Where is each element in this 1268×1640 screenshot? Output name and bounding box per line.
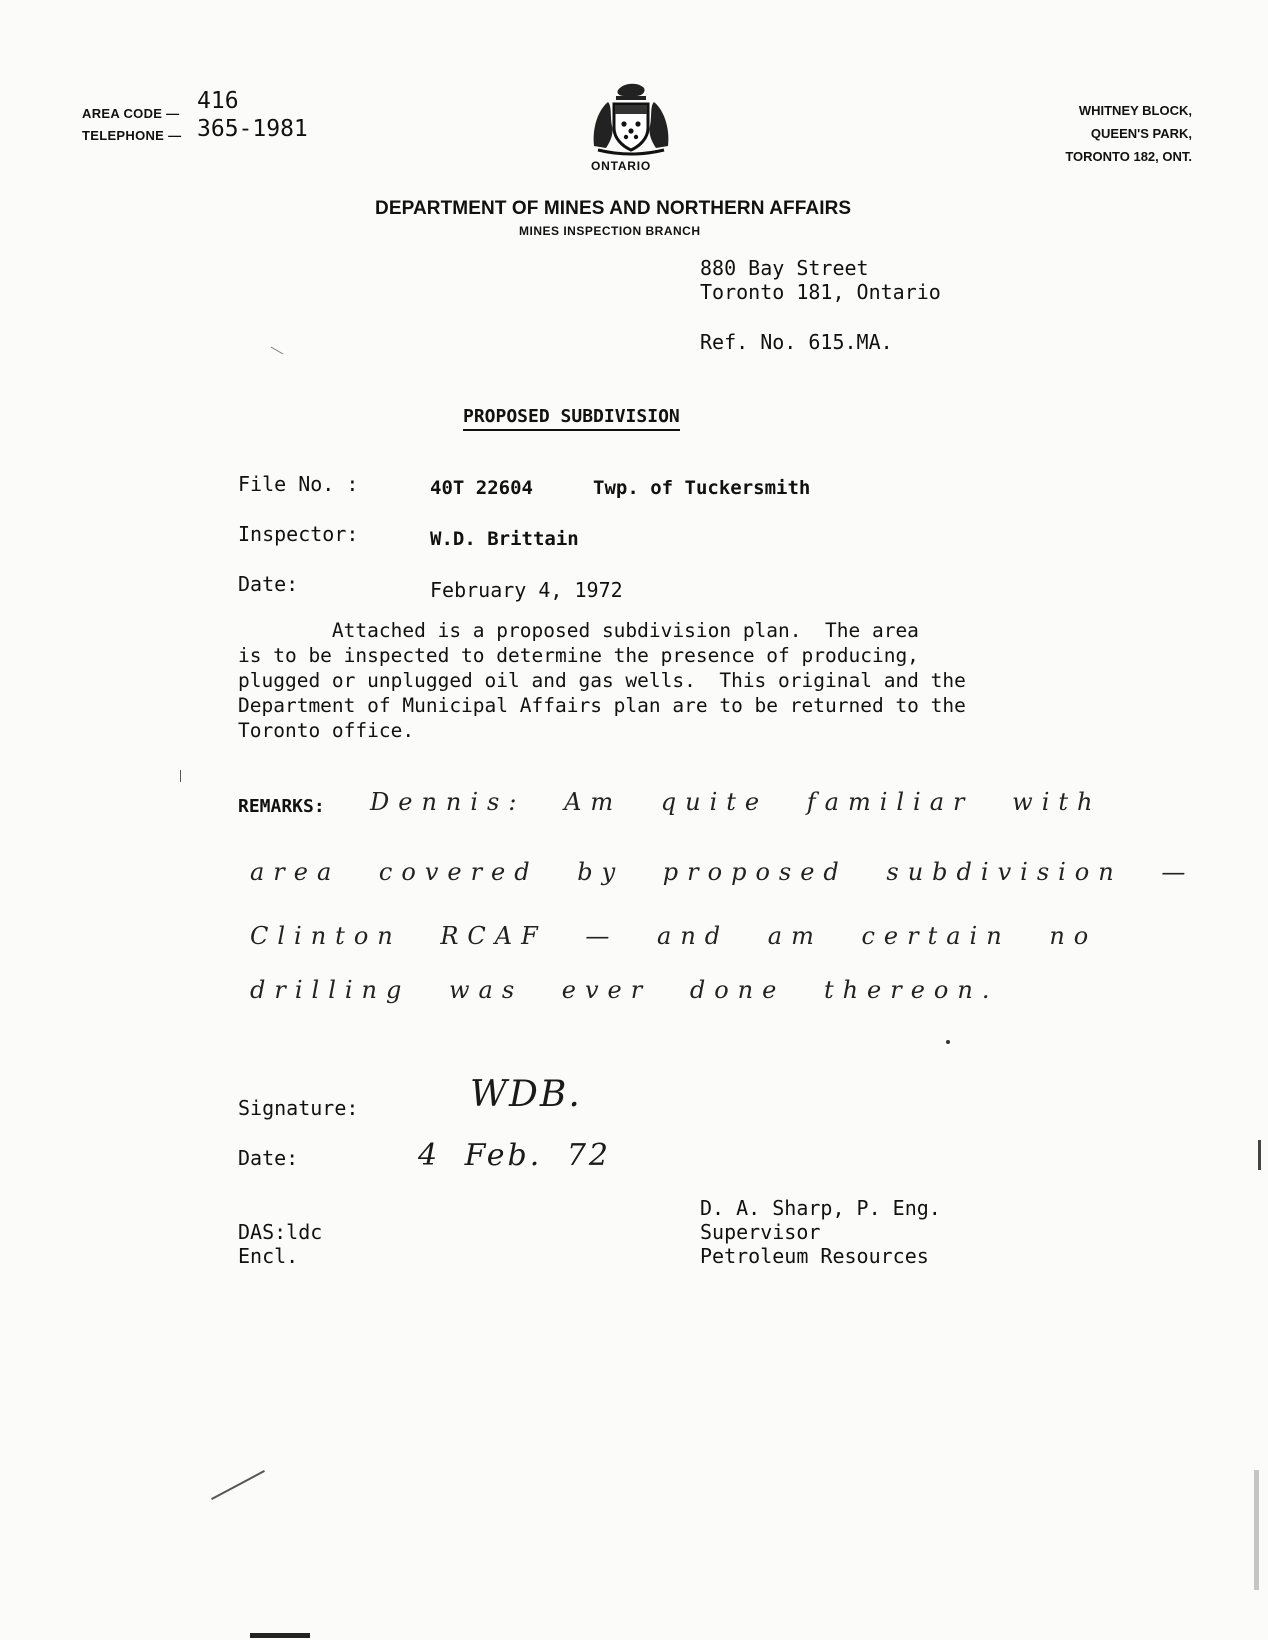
inspector-value: W.D. Brittain [430,528,579,550]
signed-date-label: Date: [238,1146,299,1170]
remarks-handwritten-line-1: Dennis: Am quite familiar with [370,788,1102,816]
scan-mark [271,347,284,355]
address-line-1: WHITNEY BLOCK, [1078,103,1192,118]
area-code-label: AREA CODE — [82,106,180,121]
township-value: Twp. of Tuckersmith [593,477,811,499]
reference-number: Ref. No. 615.MA. [700,330,893,354]
branch-name: MINES INSPECTION BRANCH [519,224,701,238]
date-label: Date: [238,572,299,596]
office-street: 880 Bay Street [700,256,869,280]
address-line-3: TORONTO 182, ONT. [1065,149,1192,164]
scan-edge-mark [250,1633,310,1638]
crest-caption: ONTARIO [591,159,652,173]
remarks-handwritten-line-2: area covered by proposed subdivision — [250,858,1195,886]
signer-title: Supervisor [700,1220,821,1244]
file-number-label: File No. : [238,472,359,496]
scan-mark [180,770,181,782]
file-number-value: 40T 22604 [430,477,533,499]
address-right [1065,99,1192,168]
scan-edge-mark [1254,1470,1259,1590]
office-city: Toronto 181, Ontario [700,280,941,304]
area-code-value: 416 [197,88,239,114]
enclosure-note: Encl. [238,1244,299,1268]
department-name: DEPARTMENT OF MINES AND NORTHERN AFFAIRS [375,198,852,219]
inspector-label: Inspector: [238,522,359,546]
scan-edge-mark [1258,1140,1261,1170]
date-value: February 4, 1972 [430,578,623,602]
remarks-handwritten-line-4: drilling was ever done thereon. [250,976,999,1004]
signer-unit: Petroleum Resources [700,1244,929,1268]
instructions-paragraph: Attached is a proposed subdivision plan. The area is to be inspected to determine the presence of producing, plugged or unplugged oil and gas wells. This original and the Department of Municipal Affairs plan are to be returned to the Toronto office. [238,619,966,742]
typist-initials: DAS:ldc [238,1220,323,1244]
ontario-coat-of-arms [588,76,674,156]
signed-date-value: 4 Feb. 72 [418,1138,612,1173]
document-title: PROPOSED SUBDIVISION [463,406,680,431]
address-line-2: QUEEN'S PARK, [1090,126,1192,141]
signature-label: Signature: [238,1096,359,1120]
scan-speck [946,1040,950,1044]
remarks-label: REMARKS: [238,796,325,817]
remarks-handwritten-line-3: Clinton RCAF — and am certain no [250,922,1098,950]
signature-value: WDB. [470,1074,582,1115]
telephone-value: 365-1981 [197,116,308,142]
scan-mark [211,1470,265,1500]
signer-name: D. A. Sharp, P. Eng. [700,1196,941,1220]
telephone-label: TELEPHONE — [82,128,182,143]
